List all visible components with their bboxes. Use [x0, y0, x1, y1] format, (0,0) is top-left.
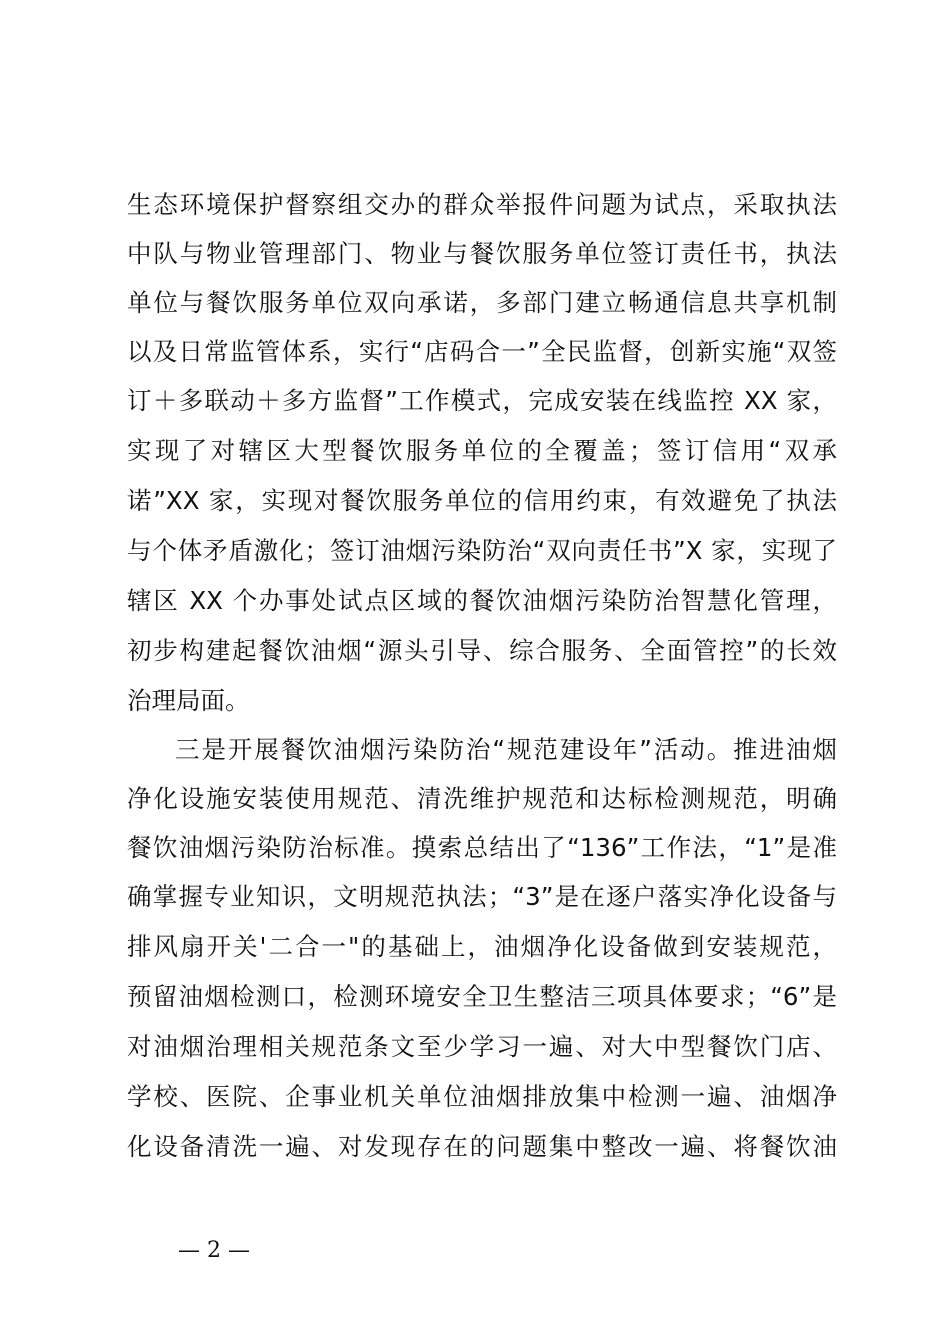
- text-line: 学校、医院、企事业机关单位油烟排放集中检测一遍、油烟净: [127, 1082, 837, 1111]
- text-line: 初步构建起餐饮油烟“源头引导、综合服务、全面管控”的长效: [127, 636, 837, 665]
- text-line: 实现了对辖区大型餐饮服务单位的全覆盖；签订信用“双承: [127, 436, 837, 465]
- text-line: 与个体矛盾激化；签订油烟污染防治“双向责任书”X 家，实现了: [127, 536, 837, 565]
- page-number: — 2 —: [178, 1238, 250, 1263]
- text-line: 确掌握专业知识，文明规范执法；“3”是在逐户落实净化设备与: [127, 882, 837, 911]
- text-line: 生态环境保护督察组交办的群众举报件问题为试点，采取执法: [127, 190, 837, 219]
- text-line: 对油烟治理相关规范条文至少学习一遍、对大中型餐饮门店、: [127, 1032, 837, 1061]
- text-line: 化设备清洗一遍、对发现存在的问题集中整改一遍、将餐饮油: [127, 1132, 837, 1161]
- text-line: 排风扇开关'二合一"的基础上，油烟净化设备做到安装规范，: [127, 932, 837, 961]
- text-line: 以及日常监管体系，实行“店码合一”全民监督，创新实施“双签: [127, 337, 837, 366]
- paragraph-start-line: 三是开展餐饮油烟污染防治“规范建设年”活动。推进油烟: [175, 735, 837, 764]
- text-line: 订＋多联动＋多方监督”工作模式，完成安装在线监控 XX 家，: [127, 386, 837, 415]
- text-line: 单位与餐饮服务单位双向承诺，多部门建立畅通信息共享机制: [127, 288, 837, 317]
- text-line: 诺”XX 家，实现对餐饮服务单位的信用约束，有效避免了执法: [127, 486, 837, 515]
- text-line: 餐饮油烟污染防治标准。摸索总结出了“136”工作法，“1”是准: [127, 833, 837, 862]
- text-line: 辖区 XX 个办事处试点区域的餐饮油烟污染防治智慧化管理，: [127, 586, 837, 615]
- text-line: 中队与物业管理部门、物业与餐饮服务单位签订责任书，执法: [127, 239, 837, 268]
- text-line: 净化设施安装使用规范、清洗维护规范和达标检测规范，明确: [127, 784, 837, 813]
- text-line: 预留油烟检测口，检测环境安全卫生整洁三项具体要求；“6”是: [127, 982, 837, 1011]
- text-line: 治理局面。: [127, 686, 250, 715]
